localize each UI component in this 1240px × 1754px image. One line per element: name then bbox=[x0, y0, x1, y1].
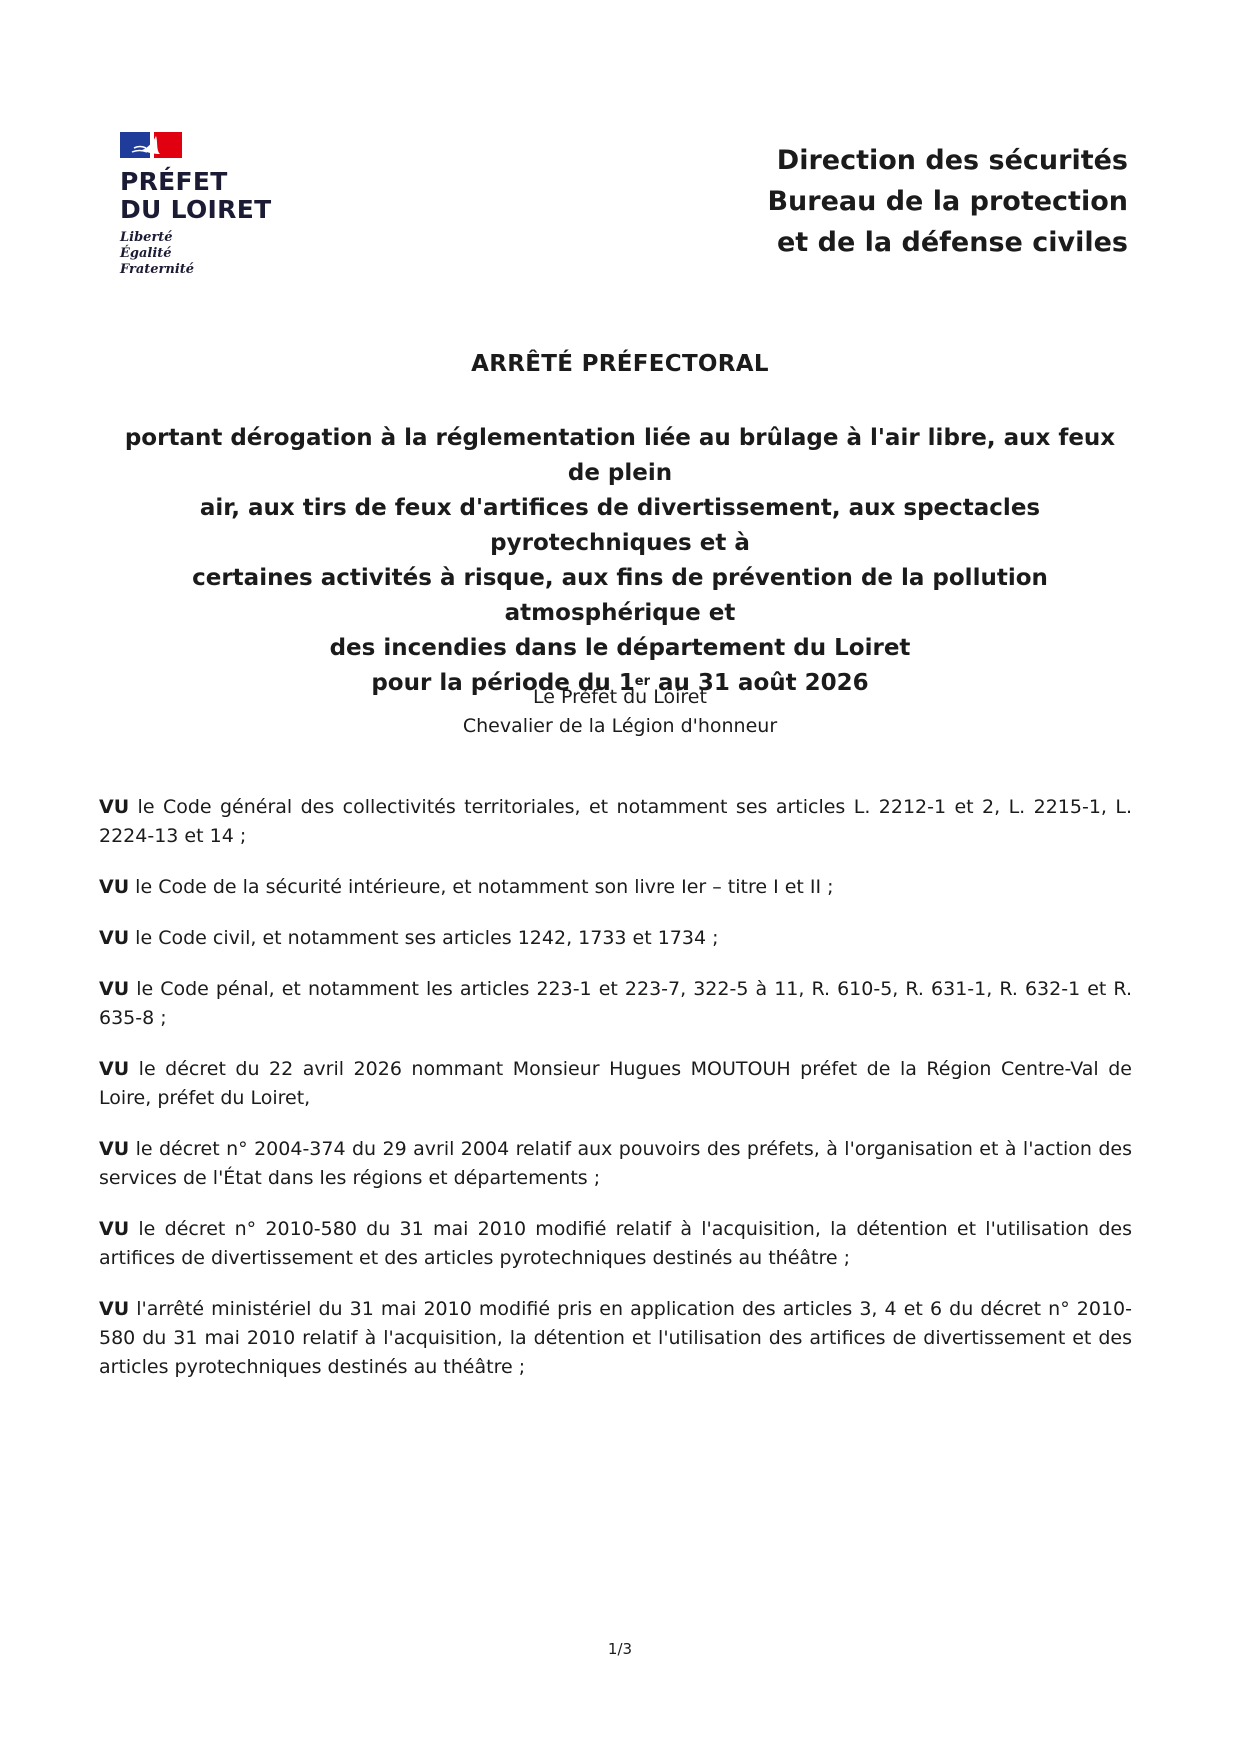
service-line-2: Bureau de la protection bbox=[767, 186, 1128, 217]
consideration-item bbox=[99, 975, 1132, 1033]
consideration-text: le Code civil, et notamment ses articles 1242, 1733 et 1734 ; bbox=[129, 927, 719, 949]
consideration-item bbox=[99, 1295, 1132, 1382]
consideration-item bbox=[99, 873, 1132, 902]
motto-liberte: Liberté bbox=[120, 230, 173, 245]
vu-lead: VU bbox=[99, 1218, 130, 1240]
motto-egalite: Égalité bbox=[120, 246, 172, 261]
consideration-item bbox=[99, 1135, 1132, 1193]
consideration-text: le décret du 22 avril 2026 nommant Monsieur Hugues MOUTOUH préfet de la Région Centre-Val de Loire, préfet du Loiret, bbox=[99, 1058, 1132, 1109]
vu-lead: VU bbox=[99, 1138, 130, 1160]
authority-title: Chevalier de la Légion d'honneur bbox=[462, 715, 778, 737]
consideration-item bbox=[99, 793, 1132, 851]
consideration-text: l'arrêté ministériel du 31 mai 2010 modifié pris en application des articles 3, 4 et 6 du décret n° 2010-580 du 31 mai 2010 relatif à l'acquisition, la détention et l'utilisation des artifices de divertissement et des articles pyrotechniques destinés au théâtre ; bbox=[99, 1298, 1132, 1378]
consideration-item bbox=[99, 1055, 1132, 1113]
motto-fraternite: Fraternité bbox=[120, 262, 195, 277]
consideration-item bbox=[99, 924, 1132, 953]
period-prefix: pour la période du 1 bbox=[371, 670, 635, 696]
vu-lead: VU bbox=[99, 796, 130, 818]
consideration-item bbox=[99, 1215, 1132, 1273]
consideration-text: le décret n° 2004-374 du 29 avril 2004 relatif aux pouvoirs des préfets, à l'organisation et à l'action des services de l'État dans les régions et départements ; bbox=[99, 1138, 1132, 1189]
period-suffix: au 31 août 2026 bbox=[650, 670, 869, 696]
authority-name: Le Préfet du Loiret bbox=[533, 686, 707, 708]
document-title: ARRÊTÉ PRÉFECTORAL bbox=[471, 351, 769, 377]
page-number: 1/3 bbox=[607, 1640, 633, 1658]
consideration-text: le Code de la sécurité intérieure, et notamment son livre Ier – titre I et II ; bbox=[129, 876, 834, 898]
marianne-flag-icon bbox=[120, 130, 182, 160]
consideration-text: le décret n° 2010-580 du 31 mai 2010 modifié relatif à l'acquisition, la détention et l'utilisation des artifices de divertissement et des articles pyrotechniques destinés au théâtre ; bbox=[99, 1218, 1132, 1269]
logo-line-1: PRÉFET bbox=[120, 167, 228, 196]
service-line-3: et de la défense civiles bbox=[777, 227, 1128, 258]
service-line-1: Direction des sécurités bbox=[776, 145, 1128, 176]
vu-lead: VU bbox=[99, 927, 130, 949]
republic-motto bbox=[120, 230, 271, 278]
logo-line-2: DU LOIRET bbox=[120, 195, 272, 224]
subject-line-1: portant dérogation à la réglementation liée au brûlage à l'air libre, aux feux de plein bbox=[124, 425, 1116, 486]
period-ordinal: er bbox=[634, 674, 650, 689]
vu-lead: VU bbox=[99, 876, 130, 898]
vu-lead: VU bbox=[99, 1298, 130, 1320]
vu-lead: VU bbox=[99, 978, 130, 1000]
issuing-service bbox=[767, 140, 1128, 263]
logo-title bbox=[120, 168, 271, 224]
subject-line-2: air, aux tirs de feux d'artifices de divertissement, aux spectacles pyrotechniques et à bbox=[199, 495, 1041, 556]
subject-line-3: certaines activités à risque, aux fins de prévention de la pollution atmosphérique et bbox=[192, 565, 1048, 626]
consideration-text: le Code pénal, et notamment les articles 223-1 et 223-7, 322-5 à 11, R. 610-5, R. 631-1, R. 632-1 et R. 635-8 ; bbox=[99, 978, 1132, 1029]
considerations-list bbox=[99, 793, 1132, 1382]
vu-lead: VU bbox=[99, 1058, 130, 1080]
subject-line-4: des incendies dans le département du Loiret bbox=[329, 635, 911, 661]
document-subject bbox=[110, 421, 1130, 701]
signing-authority bbox=[0, 683, 1240, 741]
prefecture-logo bbox=[120, 130, 271, 278]
consideration-text: le Code général des collectivités territoriales, et notamment ses articles L. 2212-1 et 2, L. 2215-1, L. 2224-13 et 14 ; bbox=[99, 796, 1132, 847]
